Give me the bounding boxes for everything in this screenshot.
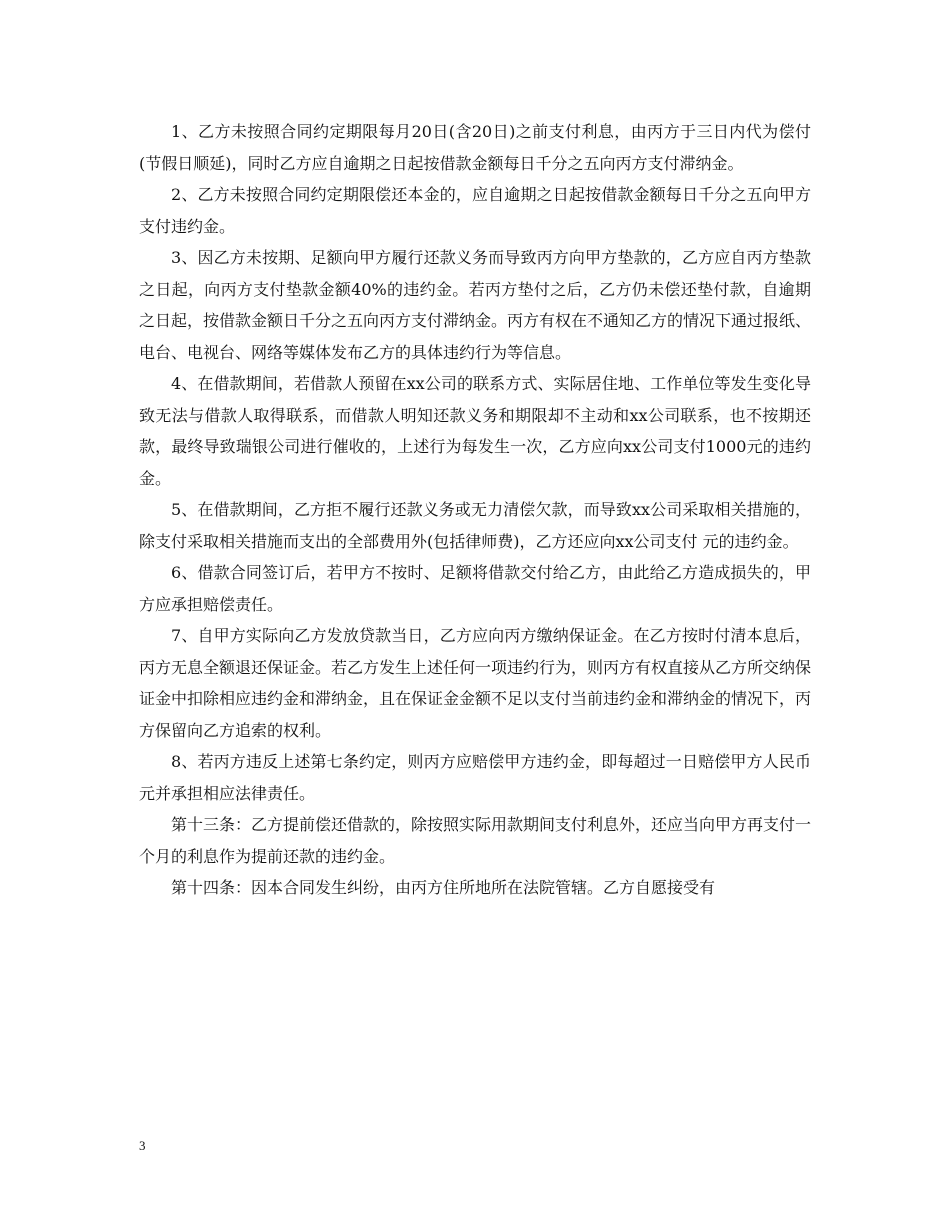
paragraph-clause-7: 7、自甲方实际向乙方发放贷款当日，乙方应向丙方缴纳保证金。在乙方按时付清本息后，丙方无息全额退还保证金。若乙方发生上述任何一项违约行为，则丙方有权直接从乙方所交纳保证金中扣除相应违约金和滞纳金，且在保证金金额不足以支付当前违约金和滞纳金的情况下，丙方保留向乙方追索的权利。 <box>139 626 812 740</box>
paragraph-clause-1: 1、乙方未按照合同约定期限每月20日(含20日)之前支付利息，由丙方于三日内代为偿付(节假日顺延)，同时乙方应自逾期之日起按借款金额每日千分之五向丙方支付滞纳金。 <box>139 122 811 173</box>
paragraph-article-14: 第十四条：因本合同发生纠纷，由丙方住所地所在法院管辖。乙方自愿接受有 <box>171 878 716 897</box>
document-body <box>139 116 811 904</box>
paragraph-clause-5: 5、在借款期间，乙方拒不履行还款义务或无力清偿欠款，而导致xx公司采取相关措施的，除支付采取相关措施而支出的全部费用外(包括律师费)，乙方还应向xx公司支付 元的违约金。 <box>139 500 811 551</box>
paragraph-article-13: 第十三条：乙方提前偿还借款的，除按照实际用款期间支付利息外，还应当向甲方再支付一个月的利息作为提前还款的违约金。 <box>139 815 812 866</box>
paragraph-clause-6: 6、借款合同签订后，若甲方不按时、足额将借款交付给乙方，由此给乙方造成损失的，甲方应承担赔偿责任。 <box>139 563 811 614</box>
paragraph-clause-2: 2、乙方未按照合同约定期限偿还本金的，应自逾期之日起按借款金额每日千分之五向甲方支付违约金。 <box>139 185 811 236</box>
page-number: 3 <box>139 1138 146 1153</box>
paragraph-clause-4: 4、在借款期间，若借款人预留在xx公司的联系方式、实际居住地、工作单位等发生变化导致无法与借款人取得联系，而借款人明知还款义务和期限却不主动和xx公司联系，也不按期还款，最终导致瑞银公司进行催收的，上述行为每发生一次，乙方应向xx公司支付1000元的违约金。 <box>139 374 811 488</box>
paragraph-clause-3: 3、因乙方未按期、足额向甲方履行还款义务而导致丙方向甲方垫款的，乙方应自丙方垫款之日起，向丙方支付垫款金额40%的违约金。若丙方垫付之后，乙方仍未偿还垫付款，自逾期之日起，按借款金额日千分之五向丙方支付滞纳金。丙方有权在不通知乙方的情况下通过报纸、电台、电视台、网络等媒体发布乙方的具体违约行为等信息。 <box>139 248 812 362</box>
paragraph-clause-8: 8、若丙方违反上述第七条约定，则丙方应赔偿甲方违约金，即每超过一日赔偿甲方人民币 元并承担相应法律责任。 <box>139 752 811 803</box>
